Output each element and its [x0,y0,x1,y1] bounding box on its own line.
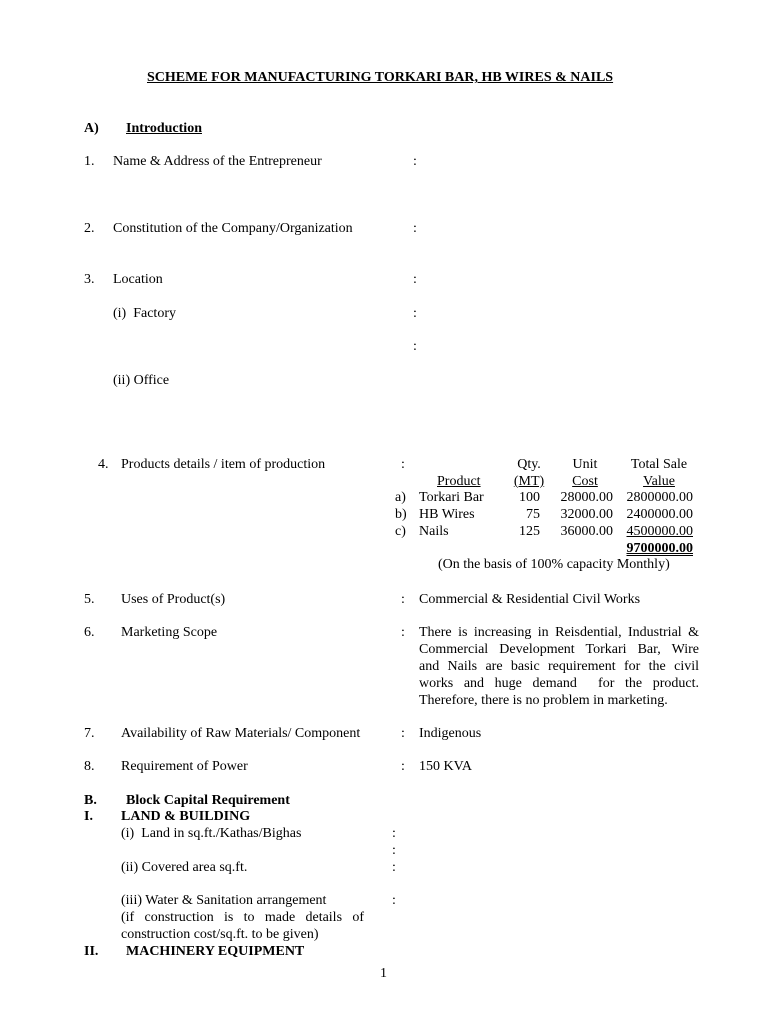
table-row-product: Torkari Bar [419,490,484,505]
item-1-label: Name & Address of the Entrepreneur [113,154,322,169]
item-8-label: Requirement of Power [121,759,248,774]
construction-note [121,909,364,943]
construction-note-line: (if construction is to made details of [121,910,364,925]
table-row-qty: 125 [519,524,540,539]
page-title: SCHEME FOR MANUFACTURING TORKARI BAR, HB WIRES & NAILS [147,70,614,85]
item-1-colon: : [413,154,417,169]
table-row-product: HB Wires [419,507,475,522]
table-row-product: Nails [419,524,449,539]
header-qty-line2: (MT) [513,474,545,489]
land-label: (i) Land in sq.ft./Kathas/Bighas [121,826,302,841]
item-5-value: Commercial & Residential Civil Works [419,592,641,607]
item-3-colon: : [413,272,417,287]
section-a-label: A) [84,121,99,136]
item-3-office-label: (ii) Office [113,373,170,388]
item-7-number: 7. [84,726,95,741]
marketing-scope-line: There is increasing in Reisdential, Industrial & [419,625,699,640]
item-4-number: 4. [98,457,109,472]
section-b-label: B. [84,793,97,808]
item-6-colon: : [401,625,405,640]
land-extra-colon: : [392,843,396,858]
covered-area-colon: : [392,860,396,875]
item-3-factory-label: (i) Factory [113,306,176,321]
marketing-scope-line: Therefore, there is no problem in marketing. [419,693,668,708]
marketing-scope-text [419,624,699,709]
grand-total: 9700000.00 [626,541,693,556]
item-3-number: 3. [84,272,95,287]
item-5-number: 5. [84,592,95,607]
table-row-tag: b) [395,507,407,522]
page-number: 1 [380,966,387,981]
item-5-label: Uses of Product(s) [121,592,226,607]
table-row-value: 4500000.00 [626,524,693,539]
subsection-ii-number: II. [84,944,99,959]
table-row-value: 2400000.00 [626,507,693,522]
item-4-label: Products details / item of production [121,457,326,472]
marketing-scope-line: works and huge demand for the product. [419,676,699,691]
marketing-scope-line: Commercial Development Torkari Bar, Wire [419,642,699,657]
table-row-value: 2800000.00 [626,490,693,505]
capacity-note: (On the basis of 100% capacity Monthly) [438,557,670,572]
subsection-ii-heading: MACHINERY EQUIPMENT [126,944,305,959]
item-1-number: 1. [84,154,95,169]
land-colon: : [392,826,396,841]
item-7-colon: : [401,726,405,741]
section-b-heading: Block Capital Requirement [126,793,290,808]
item-5-colon: : [401,592,405,607]
item-4-colon: : [401,457,405,472]
construction-note-line: construction cost/sq.ft. to be given) [121,927,319,942]
table-row-cost: 28000.00 [560,490,613,505]
table-row-tag: c) [395,524,406,539]
header-qty-line1: Qty. [517,457,541,472]
item-8-colon: : [401,759,405,774]
table-row-qty: 75 [526,507,540,522]
item-8-value: 150 KVA [419,759,473,774]
header-unit-line1: Unit [572,457,598,472]
marketing-scope-line: and Nails are basic requirement for the civil [419,659,699,674]
header-product: Product [437,474,481,489]
item-2-colon: : [413,221,417,236]
item-3-extra-colon: : [413,339,417,354]
subsection-i-number: I. [84,809,93,824]
table-row-cost: 36000.00 [560,524,613,539]
item-6-label: Marketing Scope [121,625,218,640]
item-2-label: Constitution of the Company/Organization [113,221,353,236]
item-2-number: 2. [84,221,95,236]
header-unit-line2: Cost [572,474,598,489]
item-7-value: Indigenous [419,726,482,741]
header-total-line2: Value [643,474,675,489]
item-3-factory-colon: : [413,306,417,321]
covered-area-label: (ii) Covered area sq.ft. [121,860,248,875]
item-3-label: Location [113,272,163,287]
item-7-label: Availability of Raw Materials/ Component [121,726,361,741]
water-sanitation-colon: : [392,893,396,908]
header-total-line1: Total Sale [630,457,688,472]
subsection-i-heading: LAND & BUILDING [121,809,251,824]
item-8-number: 8. [84,759,95,774]
table-row-cost: 32000.00 [560,507,613,522]
item-6-number: 6. [84,625,95,640]
section-a-heading: Introduction [126,121,202,136]
table-row-qty: 100 [519,490,540,505]
table-row-tag: a) [395,490,406,505]
water-sanitation-label: (iii) Water & Sanitation arrangement [121,893,327,908]
